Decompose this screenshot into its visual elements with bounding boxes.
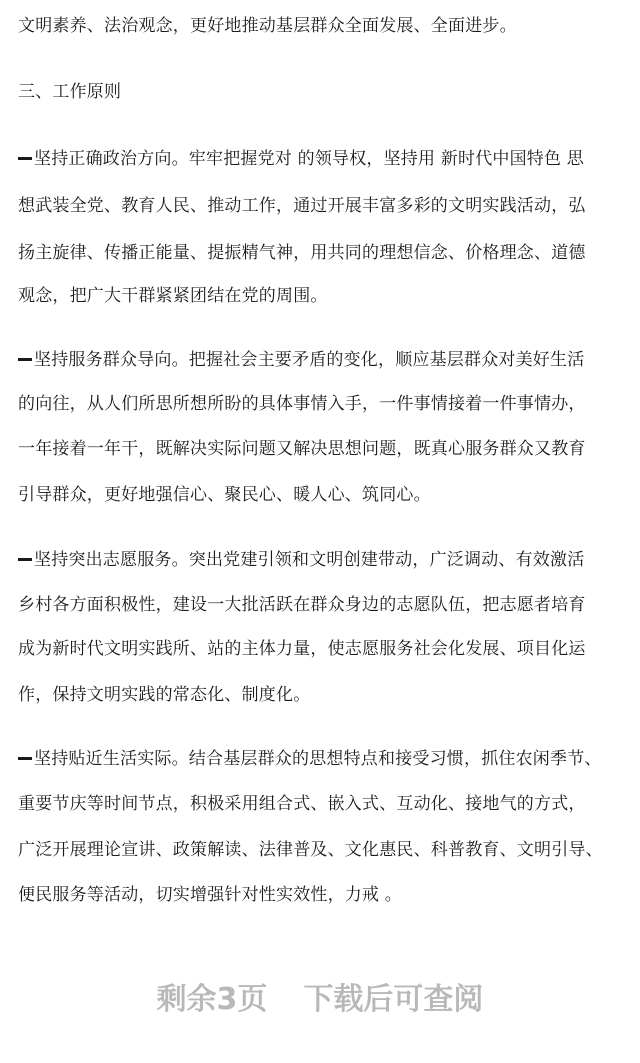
em-dash-mark [18, 358, 32, 361]
principle-4-line-1 [18, 747, 626, 771]
principle-3-text-1: 坚持突出志愿服务。突出党建引领和文明创建带动，广泛调动、有效激活 [34, 550, 585, 570]
principle-2-line-2: 的向往，从人们所思所想所盼的具体事情入手，一件事情接着一件事情办， [18, 394, 586, 414]
principle-4-text-1: 坚持贴近生活实际。结合基层群众的思想特点和接受习惯，抓住农闲季节、 [34, 749, 602, 769]
principle-1-line-2: 想武装全党、教育人民、推动工作，通过开展丰富多彩的文明实践活动，弘 [18, 196, 586, 216]
principle-3-line-4: 作，保持文明实践的常态化、制度化。 [18, 685, 311, 705]
em-dash-mark [18, 757, 32, 760]
principle-4-line-2: 重要节庆等时间节点，积极采用组合式、嵌入式、互动化、接地气的方式， [18, 794, 586, 814]
em-dash-mark [18, 157, 32, 160]
principle-1-line-4: 观念，把广大干群紧紧团结在党的周围。 [18, 286, 328, 306]
principle-1-line-1 [18, 147, 626, 171]
principle-1-text-1: 坚持正确政治方向。牢牢把握党对 的领导权，坚持用 新时代中国特色 思 [34, 149, 585, 169]
principle-2-line-3: 一年接着一年干，既解决实际问题又解决思想问题，既真心服务群众又教育 [18, 439, 586, 459]
principle-1-line-3: 扬主旋律、传播正能量、提振精气神，用共同的理想信念、价格理念、道德 [18, 243, 586, 263]
principle-2-line-1 [18, 348, 626, 372]
download-to-view-label[interactable]: 下载后可查阅 [303, 982, 484, 1017]
intro-tail-line: 文明素养、法治观念，更好地推动基层群众全面发展、全面进步。 [18, 16, 517, 36]
remaining-pages-label: 剩余3页 [156, 982, 268, 1017]
section-heading: 三、工作原则 [18, 82, 122, 102]
em-dash-mark [18, 558, 32, 561]
principle-4-line-3: 广泛开展理论宣讲、政策解读、法律普及、文化惠民、科普教育、文明引导、 [18, 840, 603, 860]
principle-3-line-2: 乡村各方面积极性，建设一大批活跃在群众身边的志愿队伍，把志愿者培育 [18, 595, 586, 615]
principle-3-line-1 [18, 548, 626, 572]
principle-4-line-4: 便民服务等活动，切实增强针对性实效性，力戒 。 [18, 885, 403, 905]
principle-2-text-1: 坚持服务群众导向。把握社会主要矛盾的变化，顺应基层群众对美好生活 [34, 350, 585, 370]
principle-2-line-4: 引导群众，更好地强信心、聚民心、暖人心、筑同心。 [18, 485, 431, 505]
principle-3-line-3: 成为新时代文明实践所、站的主体力量，使志愿服务社会化发展、项目化运 [18, 639, 586, 659]
download-prompt[interactable] [0, 980, 640, 1020]
